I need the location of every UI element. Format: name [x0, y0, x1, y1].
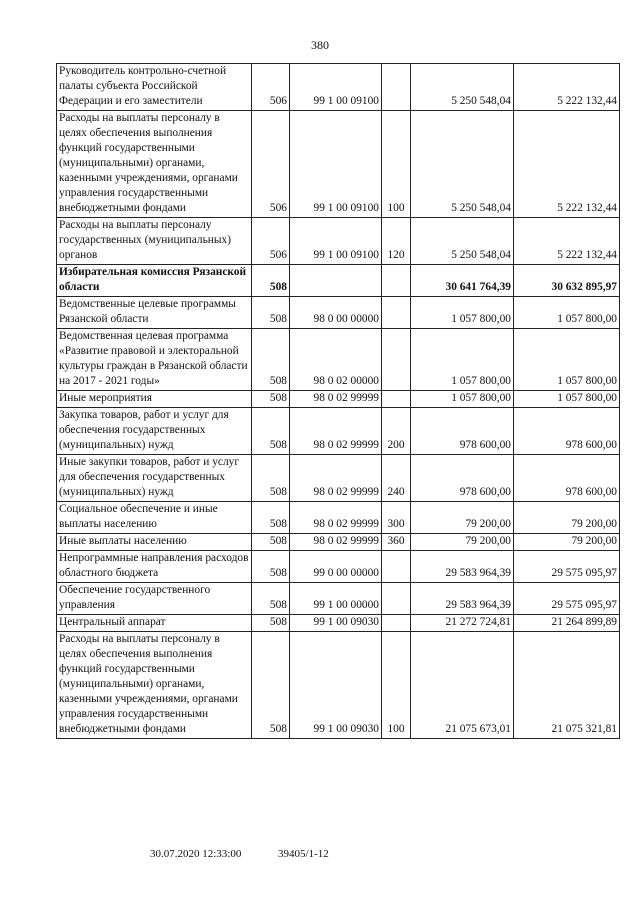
row-name-cell: Иные закупки товаров, работ и услуг для обеспечения государственных (муниципальных) нужд [57, 455, 252, 502]
row-sum-2020-plan-cell: 21 075 673,01 [411, 632, 514, 739]
row-grbs-cell: 506 [252, 218, 290, 265]
row-grbs-cell: 506 [252, 64, 290, 111]
row-csr-cell: 98 0 02 00000 [290, 329, 382, 391]
row-csr-cell: 98 0 02 99999 [290, 502, 382, 534]
row-name-cell: Обеспечение государственного управления [57, 583, 252, 615]
budget-table-body [57, 64, 620, 739]
row-vr-cell: 100 [382, 632, 411, 739]
row-name-cell: Избирательная комиссия Рязанской области [57, 265, 252, 297]
row-name-cell: Расходы на выплаты персоналу в целях обеспечения выполнения функций государственными (муниципальными) органами, казенными учреждениями, органами управления государственными внебюджетными фондами [57, 111, 252, 218]
row-csr-cell: 99 1 00 09100 [290, 218, 382, 265]
row-grbs-cell: 508 [252, 502, 290, 534]
row-vr-cell [382, 615, 411, 632]
row-vr-cell [382, 551, 411, 583]
footer-document-code: 39405/1-12 [278, 848, 329, 860]
row-vr-cell: 240 [382, 455, 411, 502]
row-csr-cell: 99 0 00 00000 [290, 551, 382, 583]
row-sum-2020-exec-cell: 29 575 095,97 [514, 583, 620, 615]
table-row [57, 111, 620, 218]
row-sum-2020-plan-cell: 79 200,00 [411, 534, 514, 551]
row-sum-2020-exec-cell: 21 264 899,89 [514, 615, 620, 632]
row-grbs-cell: 508 [252, 534, 290, 551]
row-sum-2020-exec-cell: 29 575 095,97 [514, 551, 620, 583]
table-row [57, 583, 620, 615]
row-vr-cell [382, 583, 411, 615]
table-row [57, 615, 620, 632]
row-vr-cell [382, 265, 411, 297]
table-row [57, 218, 620, 265]
row-sum-2020-exec-cell: 5 222 132,44 [514, 218, 620, 265]
row-sum-2020-exec-cell: 978 600,00 [514, 408, 620, 455]
row-sum-2020-plan-cell: 29 583 964,39 [411, 551, 514, 583]
row-sum-2020-exec-cell: 1 057 800,00 [514, 329, 620, 391]
table-row [57, 64, 620, 111]
row-name-cell: Руководитель контрольно-счетной палаты субъекта Российской Федерации и его заместители [57, 64, 252, 111]
row-sum-2020-exec-cell: 79 200,00 [514, 534, 620, 551]
table-row [57, 265, 620, 297]
row-vr-cell [382, 64, 411, 111]
row-vr-cell: 120 [382, 218, 411, 265]
row-csr-cell: 98 0 02 99999 [290, 408, 382, 455]
row-sum-2020-plan-cell: 1 057 800,00 [411, 297, 514, 329]
row-sum-2020-exec-cell: 1 057 800,00 [514, 391, 620, 408]
table-row [57, 632, 620, 739]
row-name-cell: Иные мероприятия [57, 391, 252, 408]
table-row [57, 297, 620, 329]
row-vr-cell: 300 [382, 502, 411, 534]
row-csr-cell: 99 1 00 09030 [290, 632, 382, 739]
row-sum-2020-exec-cell: 978 600,00 [514, 455, 620, 502]
row-sum-2020-exec-cell: 79 200,00 [514, 502, 620, 534]
row-sum-2020-plan-cell: 5 250 548,04 [411, 64, 514, 111]
row-name-cell: Закупка товаров, работ и услуг для обеспечения государственных (муниципальных) нужд [57, 408, 252, 455]
row-grbs-cell: 508 [252, 632, 290, 739]
row-grbs-cell: 508 [252, 615, 290, 632]
row-csr-cell: 99 1 00 09030 [290, 615, 382, 632]
table-row [57, 455, 620, 502]
row-sum-2020-plan-cell: 79 200,00 [411, 502, 514, 534]
row-csr-cell: 98 0 02 99999 [290, 534, 382, 551]
table-row [57, 534, 620, 551]
budget-table [56, 63, 620, 739]
row-grbs-cell: 508 [252, 297, 290, 329]
row-vr-cell: 360 [382, 534, 411, 551]
row-grbs-cell: 508 [252, 455, 290, 502]
row-grbs-cell: 508 [252, 391, 290, 408]
row-sum-2020-exec-cell: 30 632 895,97 [514, 265, 620, 297]
table-row [57, 502, 620, 534]
row-sum-2020-plan-cell: 21 272 724,81 [411, 615, 514, 632]
row-sum-2020-exec-cell: 5 222 132,44 [514, 111, 620, 218]
row-sum-2020-exec-cell: 21 075 321,81 [514, 632, 620, 739]
row-sum-2020-plan-cell: 1 057 800,00 [411, 391, 514, 408]
row-csr-cell: 98 0 00 00000 [290, 297, 382, 329]
table-row [57, 408, 620, 455]
row-grbs-cell: 508 [252, 329, 290, 391]
row-vr-cell [382, 297, 411, 329]
row-grbs-cell: 508 [252, 551, 290, 583]
row-name-cell: Непрограммные направления расходов областного бюджета [57, 551, 252, 583]
row-csr-cell: 99 1 00 00000 [290, 583, 382, 615]
row-grbs-cell: 508 [252, 265, 290, 297]
row-sum-2020-plan-cell: 978 600,00 [411, 408, 514, 455]
row-vr-cell [382, 391, 411, 408]
row-csr-cell [290, 265, 382, 297]
row-name-cell: Социальное обеспечение и иные выплаты населению [57, 502, 252, 534]
row-name-cell: Центральный аппарат [57, 615, 252, 632]
table-row [57, 551, 620, 583]
row-csr-cell: 99 1 00 09100 [290, 111, 382, 218]
row-sum-2020-plan-cell: 5 250 548,04 [411, 111, 514, 218]
row-name-cell: Расходы на выплаты персоналу государственных (муниципальных) органов [57, 218, 252, 265]
row-name-cell: Иные выплаты населению [57, 534, 252, 551]
row-name-cell: Расходы на выплаты персоналу в целях обеспечения выполнения функций государственными (муниципальными) органами, казенными учреждениями, органами управления государственными внебюджетными фондами [57, 632, 252, 739]
row-sum-2020-plan-cell: 29 583 964,39 [411, 583, 514, 615]
row-sum-2020-plan-cell: 1 057 800,00 [411, 329, 514, 391]
row-grbs-cell: 508 [252, 583, 290, 615]
row-csr-cell: 98 0 02 99999 [290, 391, 382, 408]
row-sum-2020-exec-cell: 5 222 132,44 [514, 64, 620, 111]
row-grbs-cell: 506 [252, 111, 290, 218]
footer-date: 30.07.2020 12:33:00 [150, 848, 242, 860]
row-sum-2020-plan-cell: 978 600,00 [411, 455, 514, 502]
row-sum-2020-plan-cell: 30 641 764,39 [411, 265, 514, 297]
row-name-cell: Ведомственная целевая программа «Развитие правовой и электоральной культуры граждан в Рязанской области на 2017 - 2021 годы» [57, 329, 252, 391]
row-name-cell: Ведомственные целевые программы Рязанской области [57, 297, 252, 329]
row-csr-cell: 98 0 02 99999 [290, 455, 382, 502]
row-sum-2020-plan-cell: 5 250 548,04 [411, 218, 514, 265]
page-number: 380 [311, 38, 329, 52]
table-row [57, 391, 620, 408]
row-grbs-cell: 508 [252, 408, 290, 455]
row-sum-2020-exec-cell: 1 057 800,00 [514, 297, 620, 329]
table-row [57, 329, 620, 391]
row-csr-cell: 99 1 00 09100 [290, 64, 382, 111]
row-vr-cell: 200 [382, 408, 411, 455]
row-vr-cell [382, 329, 411, 391]
row-vr-cell: 100 [382, 111, 411, 218]
